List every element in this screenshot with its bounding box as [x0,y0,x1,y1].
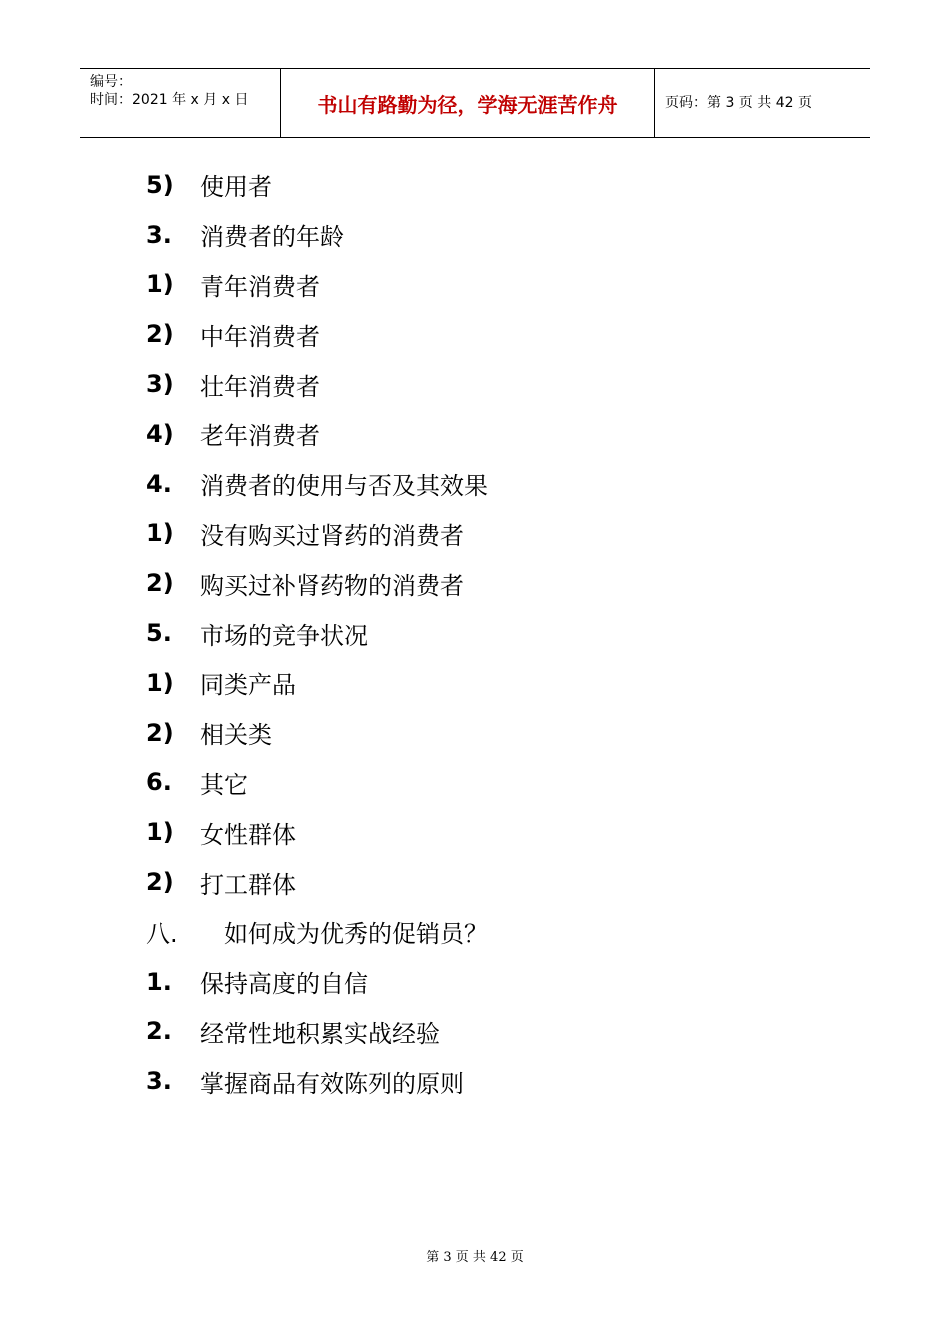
item-number: 2) [146,868,174,897]
item-text: 保持高度的自信 [200,970,368,999]
item-text: 没有购买过肾药的消费者 [200,521,464,550]
list-item [146,1056,488,1106]
outline-list [146,160,488,1106]
list-item [146,807,488,857]
header-meta [80,69,281,137]
section-heading [146,907,488,957]
item-number: 2) [146,569,174,598]
list-item [146,558,488,608]
item-number: 1) [146,818,174,847]
item-number: 4. [146,469,172,498]
list-item [146,857,488,907]
item-text: 青年消费者 [200,272,320,301]
list-item [146,608,488,658]
header-motto-cell [281,69,655,137]
item-text: 掌握商品有效陈列的原则 [200,1069,464,1098]
item-text: 相关类 [200,721,272,750]
number-label: 编号： [90,74,132,90]
list-item [146,509,488,559]
page-footer: 第 3 页 共 42 页 [426,1250,524,1265]
item-text: 市场的竞争状况 [200,621,368,650]
item-number: 4) [146,419,174,448]
list-item [146,359,488,409]
list-item [146,957,488,1007]
list-item [146,160,488,210]
page-header [80,68,870,138]
item-number: 3) [146,370,174,399]
item-number: 5. [146,619,172,648]
item-number: 2) [146,718,174,747]
item-text: 经常性地积累实战经验 [200,1019,440,1048]
header-page-cell [655,69,870,137]
item-text: 女性群体 [200,820,296,849]
list-item [146,658,488,708]
section-title: 如何成为优秀的促销员？ [224,920,488,949]
page-info: 页码：第 3 页 共 42 页 [665,95,812,111]
item-number: 3. [146,220,172,249]
item-text: 消费者的使用与否及其效果 [200,472,488,501]
item-number: 1) [146,519,174,548]
motto: 书山有路勤为径，学海无涯苦作舟 [317,92,618,117]
item-number: 2. [146,1017,172,1046]
item-text: 使用者 [200,173,272,202]
item-number: 2) [146,320,174,349]
list-item [146,309,488,359]
list-item [146,1007,488,1057]
list-item [146,409,488,459]
item-number: 1) [146,270,174,299]
item-number: 3. [146,1067,172,1096]
list-item [146,210,488,260]
item-number: 6. [146,768,172,797]
item-number: 5) [146,170,174,199]
item-number: 1) [146,668,174,697]
item-text: 购买过补肾药物的消费者 [200,571,464,600]
item-text: 同类产品 [200,671,296,700]
list-item [146,459,488,509]
time-label: 时间：2021 年 x 月 x 日 [90,92,249,108]
item-number: 1. [146,967,172,996]
item-text: 其它 [200,770,248,799]
section-number: 八. [146,920,178,949]
list-item [146,260,488,310]
item-text: 中年消费者 [200,322,320,351]
item-text: 壮年消费者 [200,372,320,401]
list-item [146,758,488,808]
item-text: 打工群体 [200,870,296,899]
list-item [146,708,488,758]
item-text: 老年消费者 [200,422,320,451]
item-text: 消费者的年龄 [200,223,344,252]
